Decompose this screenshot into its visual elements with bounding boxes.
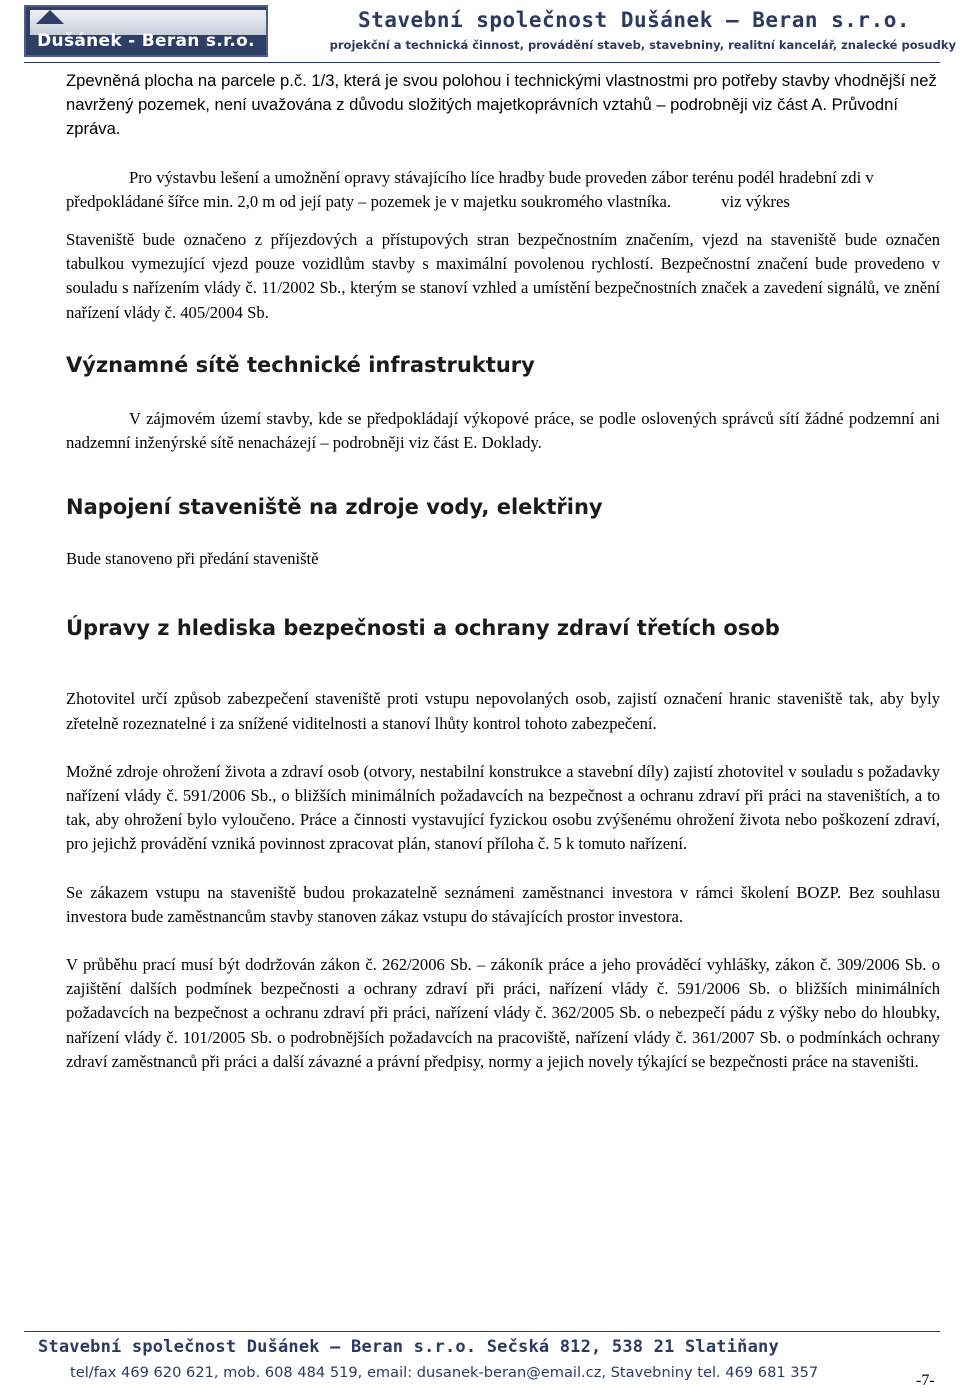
paragraph-hazards: Možné zdroje ohrožení života a zdraví osob (otvory, nestabilní konstrukce a stavební díly) zajistí zhotovitel v souladu s požadavky nařízení vlády č. 591/2006 Sb., o bližších minimálních požadavcích na bezpečnost a ochranu zdraví při práci na staveništích, a to tak, aby ohrožení bylo vyloučeno. Práce a činnosti vystavující fyzickou osobu zvýšenému ohrožení života nebo poškození zdraví, pro jejichž provádění vzniká povinnost zpracovat plán, stanoví příloha č. 5 k tomuto nařízení. (66, 761, 940, 854)
paragraph-parcel: Zpevněná plocha na parcele p.č. 1/3, která je svou polohou i technickými vlastnostmi pro potřeby stavby vhodnější než navržený pozemek, není uvažována z důvodu složitých majetkoprávních vztahů – podrobněji viz část A. Průvodní zpráva. (66, 71, 937, 139)
footer-contacts: tel/fax 469 620 621, mob. 608 484 519, email: dusanek-beran@email.cz, Stavebniny tel. 469 681 357 (70, 1364, 819, 1381)
page-number: -7- (916, 1372, 935, 1389)
paragraph-access-ban: Se zákazem vstupu na staveniště budou prokazatelně seznámeni zaměstnanci investora v rámci školení BOZP. Bez souhlasu investora bude zaměstnancům stavby stanoven zákaz vstupu do stávajících prostor investora. (66, 882, 940, 926)
header-divider (24, 62, 940, 63)
paragraph-site-security: Zhotovitel určí způsob zabezpečení staveniště proti vstupu nepovolaných osob, zajistí označení hranic staveniště tak, aby byly zřetelně rozeznatelné i za snížené viditelnosti a stanoví lhůty kontrol tohoto zabezpečení. (66, 689, 940, 733)
paragraph-regulations: V průběhu prací musí být dodržován zákon č. 262/2006 Sb. – zákoník práce a jeho prováděcí vyhlášky, zákon č. 309/2006 Sb. o zajištění dalších podmínek bezpečnosti a ochrany zdraví při práci, nařízení vlády č. 591/2006 Sb. o bližších minimálních požadavcích na bezpečnost a ochranu zdraví při práci, nařízení vlády č. 362/2005 Sb. o nebezpečí pádu z výšky nebo do hloubky, nařízení vlády č. 101/2005 Sb. o podrobnějších požadavcích na pracoviště, nařízení vlády č. 361/2007 Sb. o podmínkách ochrany zdraví zaměstnanců při práci a další závazné a právní předpisy, normy a jejich novely týkající se bezpečnosti práce na staveništi. (66, 955, 940, 1071)
heading-water-electricity: Napojení staveniště na zdroje vody, elektřiny (66, 495, 603, 520)
paragraph-scaffolding-text: Pro výstavbu lešení a umožnění opravy stávajícího líce hradby bude proveden zábor terénu podél hradební zdi v předpokládané šířce min. 2,0 m od její paty – pozemek je v majetku soukromého vlastníka. (66, 167, 874, 211)
logo-text: Dušánek - Beran s.r.o. (37, 31, 255, 51)
footer-divider (24, 1331, 940, 1332)
heading-safety: Úpravy z hlediska bezpečnosti a ochrany zdraví třetích osob (66, 616, 780, 641)
logo-roof-icon (36, 10, 64, 24)
drawing-reference: viz výkres (721, 191, 790, 211)
heading-infrastructure: Významné sítě technické infrastruktury (66, 352, 535, 377)
footer-company-address: Stavební společnost Dušánek – Beran s.r.o. Sečská 812, 538 21 Slatiňany (38, 1337, 779, 1357)
paragraph-scaffolding (66, 166, 940, 214)
company-subtitle: projekční a technická činnost, provádění staveb, stavebniny, realitní kancelář, znalecké posudky (329, 38, 956, 52)
company-title: Stavební společnost Dušánek – Beran s.r.o. (357, 8, 910, 32)
paragraph-infrastructure: V zájmovém území stavby, kde se předpokládají výkopové práce, se podle oslovených správců sítí žádné podzemní ani nadzemní inženýrské sítě nenacházejí – podrobněji viz část E. Doklady. (66, 408, 940, 453)
paragraph-site-marking: Staveniště bude označeno z příjezdových a přístupových stran bezpečnostním značením, vjezd na staveniště bude označen tabulkou vymezující vjezd pouze vozidlům stavby s maximální povolenou rychlostí. Bezpečnostní značení bude provedeno v souladu s nařízením vlády č. 11/2002 Sb., kterým se stanoví vzhled a umístění bezpečnostních značek a zavedení signálů, ve znění nařízení vlády č. 405/2004 Sb. (66, 230, 940, 322)
paragraph-water-electricity: Bude stanoveno při předání staveniště (66, 549, 319, 569)
company-logo (24, 5, 268, 57)
page-header (0, 0, 960, 64)
document-body (66, 69, 940, 1074)
